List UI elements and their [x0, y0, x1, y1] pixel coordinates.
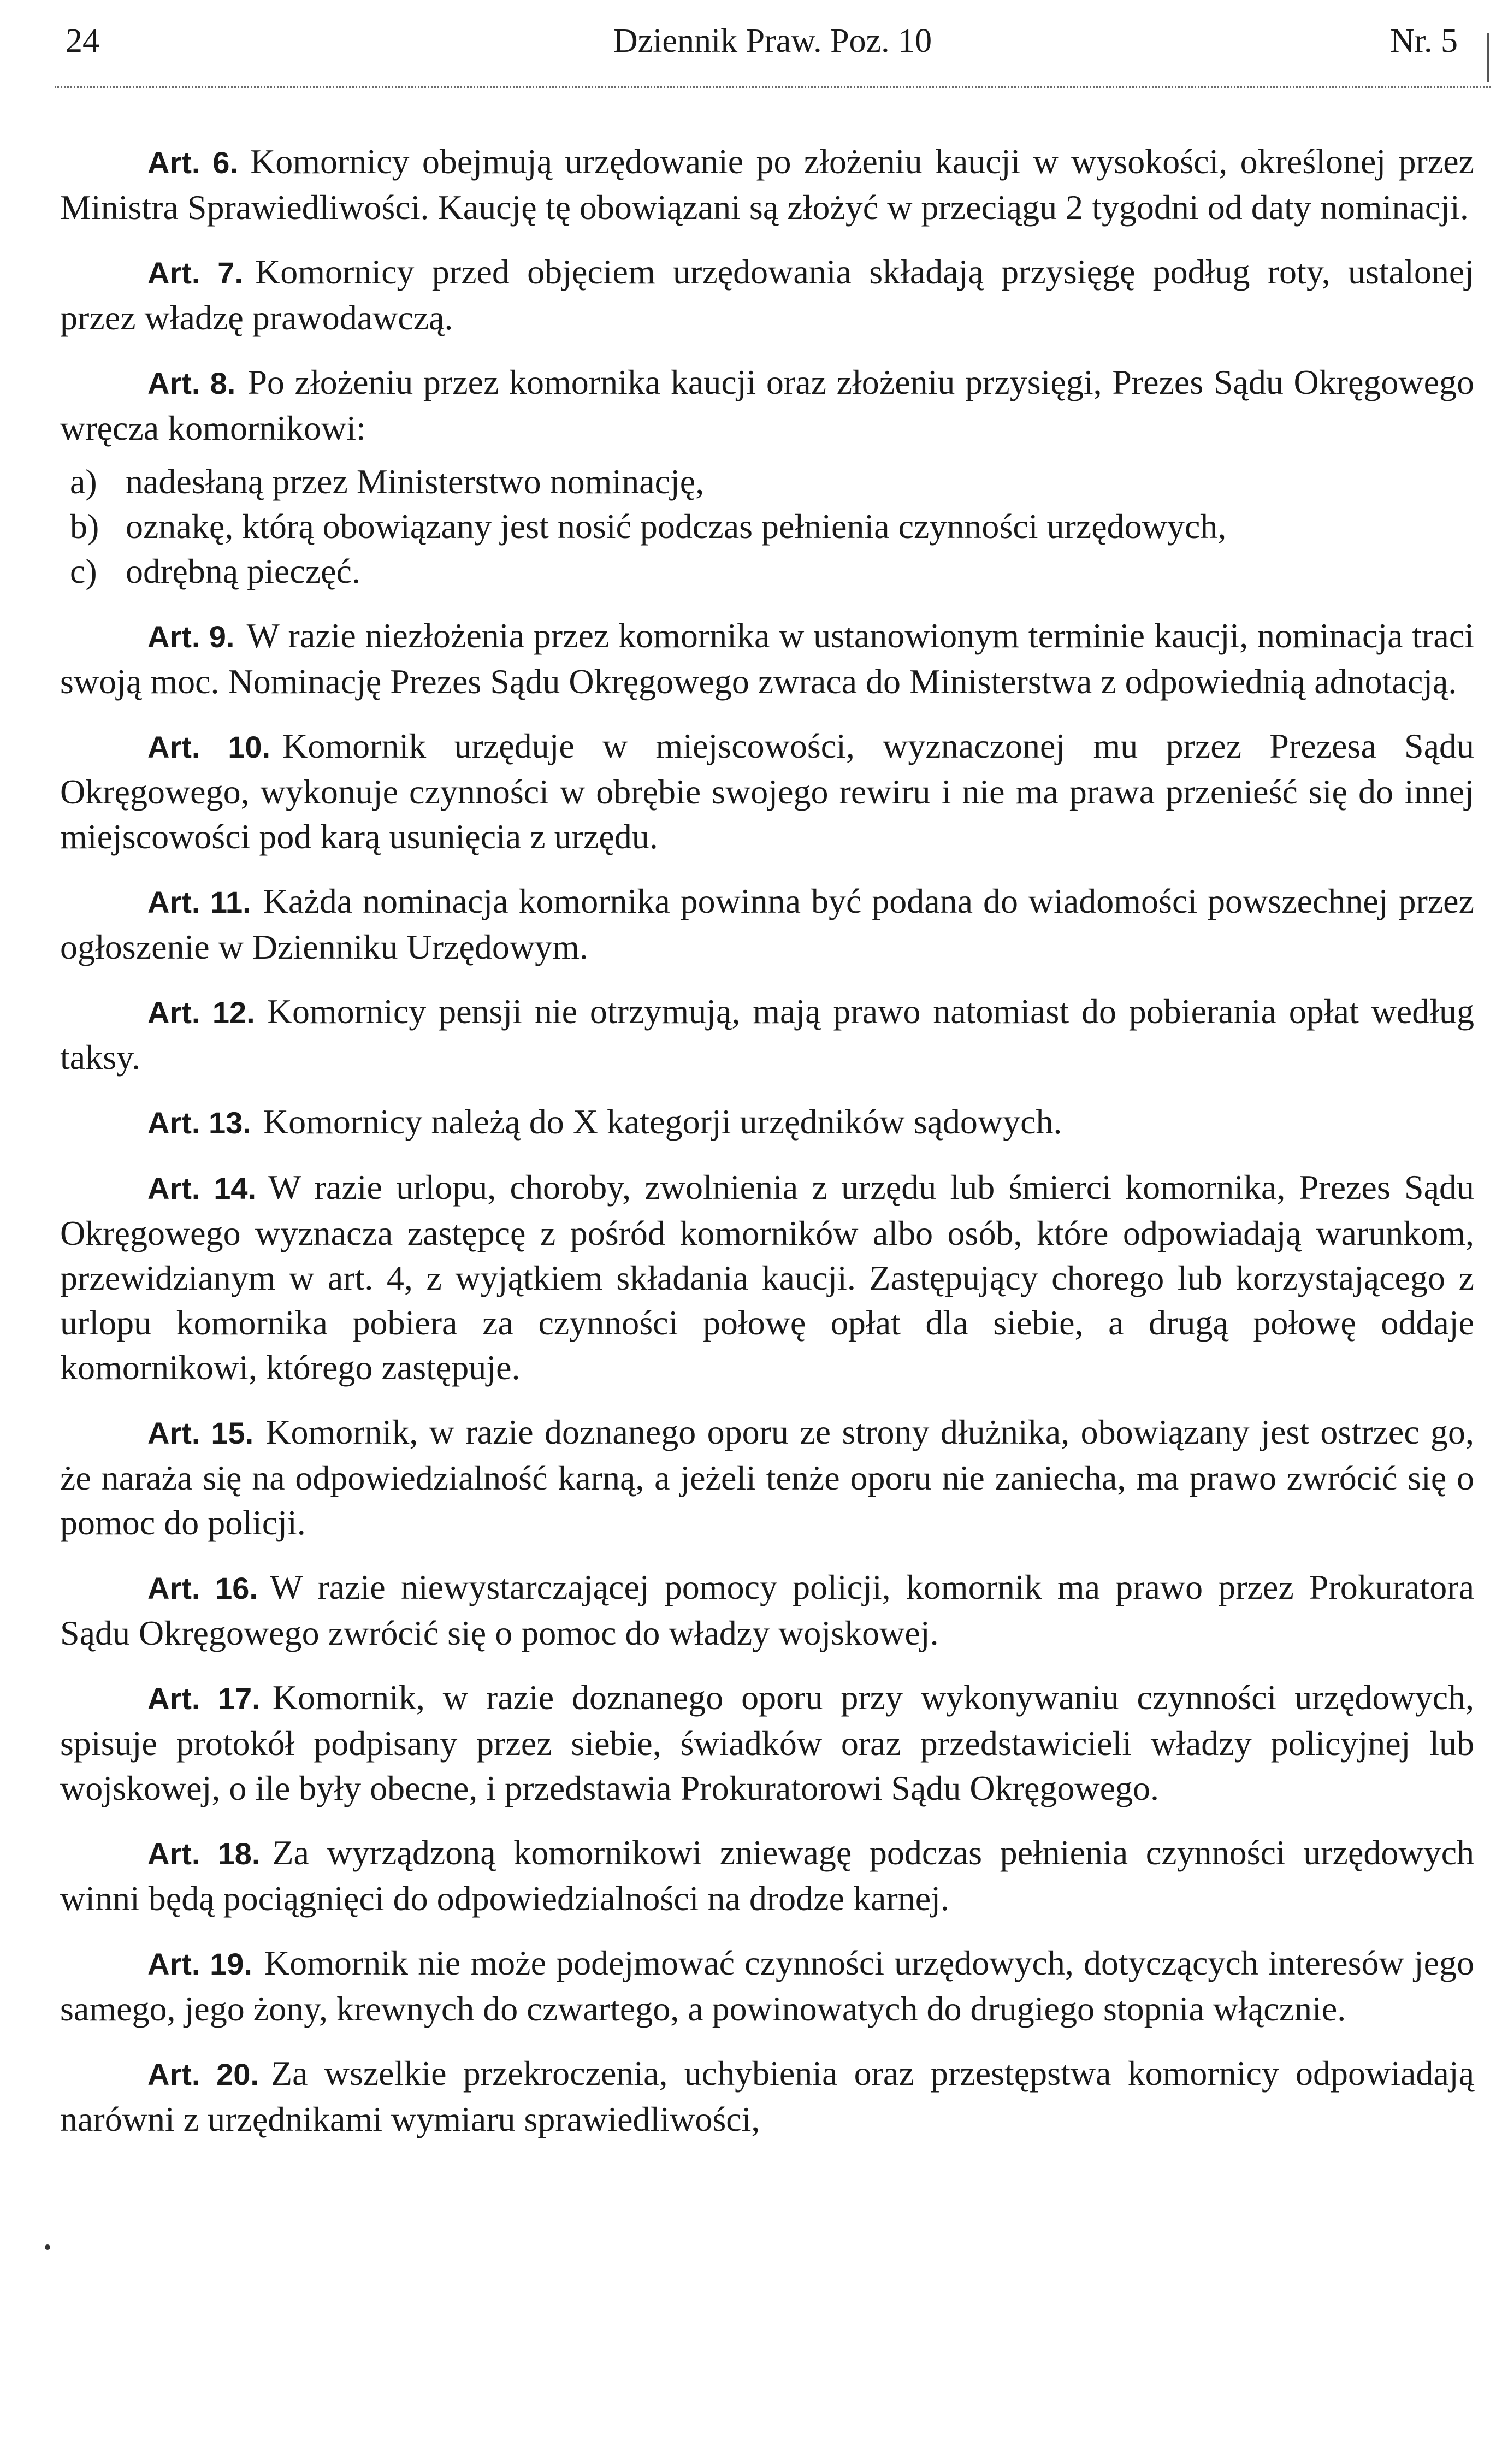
- article-label: Art. 16.: [147, 1571, 258, 1605]
- article-label: Art. 11.: [147, 885, 251, 919]
- article-7: [60, 250, 1474, 340]
- article-11: [60, 879, 1474, 970]
- list-marker: a): [70, 462, 97, 501]
- list-item-text: nadesłaną przez Ministerstwo nominację,: [126, 462, 705, 501]
- article-text: W razie urlopu, choroby, zwolnienia z urzędu lub śmierci komornika, Prezes Sądu Okręgowego wyznacza zastępcę z pośród komorników albo osób, które odpowiadają warunkom, przewidzianym w art. 4, z wyjątkiem składania kaucji. Zastępujący chorego lub korzystającego z urlopu komornika pobiera za czynności połowę opłat dla siebie, a drugą połowę oddaje komornikowi, którego zastępuje.: [60, 1168, 1474, 1387]
- article-label: Art. 13.: [147, 1106, 251, 1140]
- article-text: Za wyrządzoną komornikowi zniewagę podczas pełnienia czynności urzędowych winni będą pociągnięci do odpowiedzialności na drodze karnej.: [60, 1833, 1474, 1918]
- list-item: [60, 504, 1474, 549]
- article-label: Art. 9.: [147, 619, 235, 654]
- article-list: [60, 139, 1474, 2161]
- issue-number: Nr. 5: [1390, 22, 1458, 60]
- article-text: Każda nominacja komornika powinna być podana do wiadomości powszechnej przez ogłoszenie w Dzienniku Urzędowym.: [60, 882, 1474, 966]
- page-edge-mark: [1487, 33, 1489, 82]
- article-label: Art. 15.: [147, 1416, 254, 1450]
- article-text: Za wszelkie przekroczenia, uchybienia oraz przestępstwa komornicy odpowiadają narówni z urzędnikami wymiaru sprawiedliwości,: [60, 2054, 1474, 2138]
- margin-mark: [45, 2244, 50, 2250]
- article-label: Art. 10.: [147, 730, 271, 764]
- list-item-text: oznakę, którą obowiązany jest nosić podczas pełnienia czynności urzędowych,: [126, 507, 1227, 546]
- article-15: [60, 1410, 1474, 1545]
- article-18: [60, 1830, 1474, 1921]
- article-text: Komornicy przed objęciem urzędowania składają przysięgę podług roty, ustalonej przez władzę prawodawczą.: [60, 252, 1475, 337]
- article-19: [60, 1941, 1474, 2031]
- article-16: [60, 1565, 1474, 1656]
- article-label: Art. 18.: [147, 1836, 261, 1871]
- article-label: Art. 7.: [147, 256, 243, 290]
- article-10: [60, 724, 1474, 859]
- list-marker: b): [70, 507, 99, 546]
- article-text: Po złożeniu przez komornika kaucji oraz złożeniu przysięgi, Prezes Sądu Okręgowego wręcza komornikowi:: [60, 363, 1475, 447]
- article-text: Komornik nie może podejmować czynności urzędowych, dotyczących interesów jego samego, jego żony, krewnych do czwartego, a powinowatych do drugiego stopnia włącznie.: [60, 1943, 1474, 2028]
- article-text: W razie niezłożenia przez komornika w ustanowionym terminie kaucji, nominacja traci swoją moc. Nominację Prezes Sądu Okręgowego zwraca do Ministerstwa z odpowiednią adnotacją.: [60, 616, 1475, 701]
- header-divider: [55, 86, 1491, 88]
- article-label: Art. 20.: [147, 2057, 259, 2091]
- article-label: Art. 12.: [147, 995, 255, 1030]
- article-17: [60, 1675, 1474, 1811]
- article-8: [60, 360, 1474, 451]
- article-text: Komornik, w razie doznanego oporu ze strony dłużnika, obowiązany jest ostrzec go, że naraża się na odpowiedzialność karną, a jeżeli tenże oporu nie zaniecha, ma prawo zwrócić się o pomoc do policji.: [60, 1413, 1475, 1542]
- article-20: [60, 2051, 1474, 2142]
- article-8-items: [60, 459, 1474, 594]
- article-text: W razie niewystarczającej pomocy policji, komornik ma prawo przez Prokuratora Sądu Okręgowego zwrócić się o pomoc do władzy wojskowej.: [60, 1568, 1475, 1652]
- article-text: Komornicy pensji nie otrzymują, mają prawo natomiast do pobierania opłat według taksy.: [60, 992, 1474, 1077]
- article-label: Art. 8.: [147, 366, 236, 400]
- article-label: Art. 14.: [147, 1171, 257, 1206]
- list-marker: c): [70, 552, 97, 590]
- list-item: [60, 549, 1474, 594]
- article-text: Komornicy należą do X kategorji urzędników sądowych.: [263, 1102, 1062, 1141]
- article-13: [60, 1100, 1474, 1145]
- article-9: [60, 613, 1474, 704]
- list-item: [60, 459, 1474, 504]
- article-14: [60, 1165, 1474, 1390]
- article-text: Komornik urzęduje w miejscowości, wyznaczonej mu przez Prezesa Sądu Okręgowego, wykonuje czynności w obrębie swojego rewiru i nie ma prawa przenieść się do innej miejscowości pod karą usunięcia z urzędu.: [60, 726, 1475, 856]
- journal-title: Dziennik Praw. Poz. 10: [613, 22, 932, 60]
- article-label: Art. 6.: [147, 145, 239, 180]
- article-6: [60, 139, 1474, 230]
- page-number: 24: [66, 22, 99, 60]
- article-label: Art. 17.: [147, 1681, 261, 1716]
- article-text: Komornicy obejmują urzędowanie po złożeniu kaucji w wysokości, określonej przez Ministra Sprawiedliwości. Kaucję tę obowiązani są złożyć w przeciągu 2 tygodni od daty nominacji.: [60, 142, 1475, 227]
- article-label: Art. 19.: [147, 1947, 252, 1981]
- list-item-text: odrębną pieczęć.: [126, 552, 360, 590]
- article-12: [60, 989, 1474, 1080]
- running-head: [66, 22, 1480, 76]
- article-text: Komornik, w razie doznanego oporu przy wykonywaniu czynności urzędowych, spisuje protokół podpisany przez siebie, świadków oraz przedstawicieli władzy policyjnej lub wojskowej, o ile były obecne, i przedstawia Prokuratorowi Sądu Okręgowego.: [60, 1678, 1475, 1807]
